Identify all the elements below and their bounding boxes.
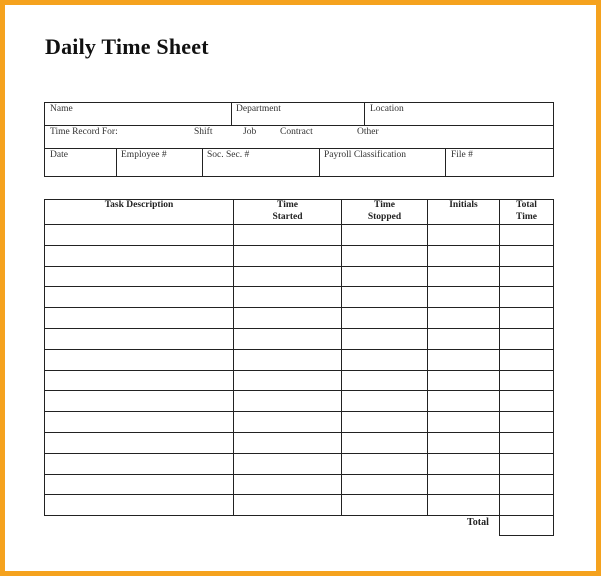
total-time-cell[interactable] [500,246,553,266]
total-label: Total [467,517,489,528]
total-time-cell[interactable] [500,412,553,432]
department-field-label: Department [236,104,281,114]
total-time-box[interactable] [499,515,554,536]
info-divider [445,148,446,177]
total-time-cell[interactable] [500,391,553,411]
task-description-cell[interactable] [45,391,233,411]
time-stopped-cell[interactable] [342,391,427,411]
total-time-cell[interactable] [500,454,553,474]
time-stopped-cell[interactable] [342,454,427,474]
time-stopped-cell[interactable] [342,412,427,432]
time-record-for-label: Time Record For: [50,127,118,137]
time-stopped-cell[interactable] [342,329,427,349]
total-time-cell[interactable] [500,433,553,453]
initials-cell[interactable] [428,329,499,349]
initials-cell[interactable] [428,308,499,328]
initials-cell[interactable] [428,454,499,474]
total-time-cell[interactable] [500,350,553,370]
task-description-cell[interactable] [45,412,233,432]
task-description-cell[interactable] [45,433,233,453]
info-divider [116,148,117,177]
task-description-cell[interactable] [45,454,233,474]
contract-option: Contract [280,127,313,137]
initials-cell[interactable] [428,412,499,432]
initials-header: Initials [449,200,478,210]
total-time-header-line2: Time [516,212,537,222]
total-time-cell[interactable] [500,287,553,307]
initials-cell[interactable] [428,371,499,390]
time-stopped-cell[interactable] [342,308,427,328]
time-started-header-line2: Started [272,212,303,222]
name-field-label: Name [50,104,73,114]
total-time-cell[interactable] [500,329,553,349]
time-stopped-cell[interactable] [342,246,427,266]
time-started-cell[interactable] [234,350,341,370]
job-option: Job [243,127,257,137]
time-stopped-cell[interactable] [342,371,427,390]
time-started-cell[interactable] [234,433,341,453]
employee-number-field-label: Employee # [121,150,167,160]
task-description-header: Task Description [104,200,174,210]
time-stopped-cell[interactable] [342,433,427,453]
task-description-cell[interactable] [45,225,233,245]
time-started-cell[interactable] [234,454,341,474]
time-stopped-header-line2: Stopped [367,212,402,222]
initials-cell[interactable] [428,225,499,245]
task-description-cell[interactable] [45,287,233,307]
time-started-cell[interactable] [234,391,341,411]
task-description-cell[interactable] [45,475,233,494]
task-description-cell[interactable] [45,495,233,515]
time-started-cell[interactable] [234,308,341,328]
total-time-cell[interactable] [500,225,553,245]
time-stopped-cell[interactable] [342,495,427,515]
info-divider [319,148,320,177]
task-description-cell[interactable] [45,246,233,266]
task-description-cell[interactable] [45,329,233,349]
time-stopped-cell[interactable] [342,475,427,494]
time-started-cell[interactable] [234,371,341,390]
info-row-divider-2 [44,148,554,149]
time-started-cell[interactable] [234,287,341,307]
time-started-cell[interactable] [234,412,341,432]
time-stopped-cell[interactable] [342,225,427,245]
initials-cell[interactable] [428,495,499,515]
task-description-cell[interactable] [45,308,233,328]
total-time-cell[interactable] [500,371,553,390]
date-field-label: Date [50,150,68,160]
info-divider [364,102,365,125]
shift-option: Shift [194,127,213,137]
total-time-cell[interactable] [500,475,553,494]
total-time-header-line1: Total [516,200,537,210]
time-started-cell[interactable] [234,267,341,286]
task-description-cell[interactable] [45,371,233,390]
initials-cell[interactable] [428,475,499,494]
location-field-label: Location [370,104,404,114]
time-started-cell[interactable] [234,495,341,515]
initials-cell[interactable] [428,246,499,266]
initials-cell[interactable] [428,433,499,453]
time-stopped-cell[interactable] [342,350,427,370]
file-number-field-label: File # [451,150,473,160]
total-time-cell[interactable] [500,308,553,328]
time-started-header-line1: Time [277,200,298,210]
time-started-cell[interactable] [234,246,341,266]
soc-sec-field-label: Soc. Sec. # [207,150,250,160]
page-title: Daily Time Sheet [45,34,209,59]
time-started-cell[interactable] [234,329,341,349]
task-description-cell[interactable] [45,267,233,286]
info-divider [231,102,232,125]
info-box [44,102,554,177]
initials-cell[interactable] [428,267,499,286]
initials-cell[interactable] [428,350,499,370]
initials-cell[interactable] [428,391,499,411]
time-stopped-cell[interactable] [342,267,427,286]
time-stopped-cell[interactable] [342,287,427,307]
time-stopped-header-line1: Time [374,200,395,210]
total-time-cell[interactable] [500,495,553,515]
time-started-cell[interactable] [234,475,341,494]
info-row-divider-1 [44,125,554,126]
info-divider [202,148,203,177]
initials-cell[interactable] [428,287,499,307]
total-time-cell[interactable] [500,267,553,286]
other-option: Other [357,127,379,137]
task-description-cell[interactable] [45,350,233,370]
time-started-cell[interactable] [234,225,341,245]
payroll-classification-field-label: Payroll Classification [324,150,407,160]
